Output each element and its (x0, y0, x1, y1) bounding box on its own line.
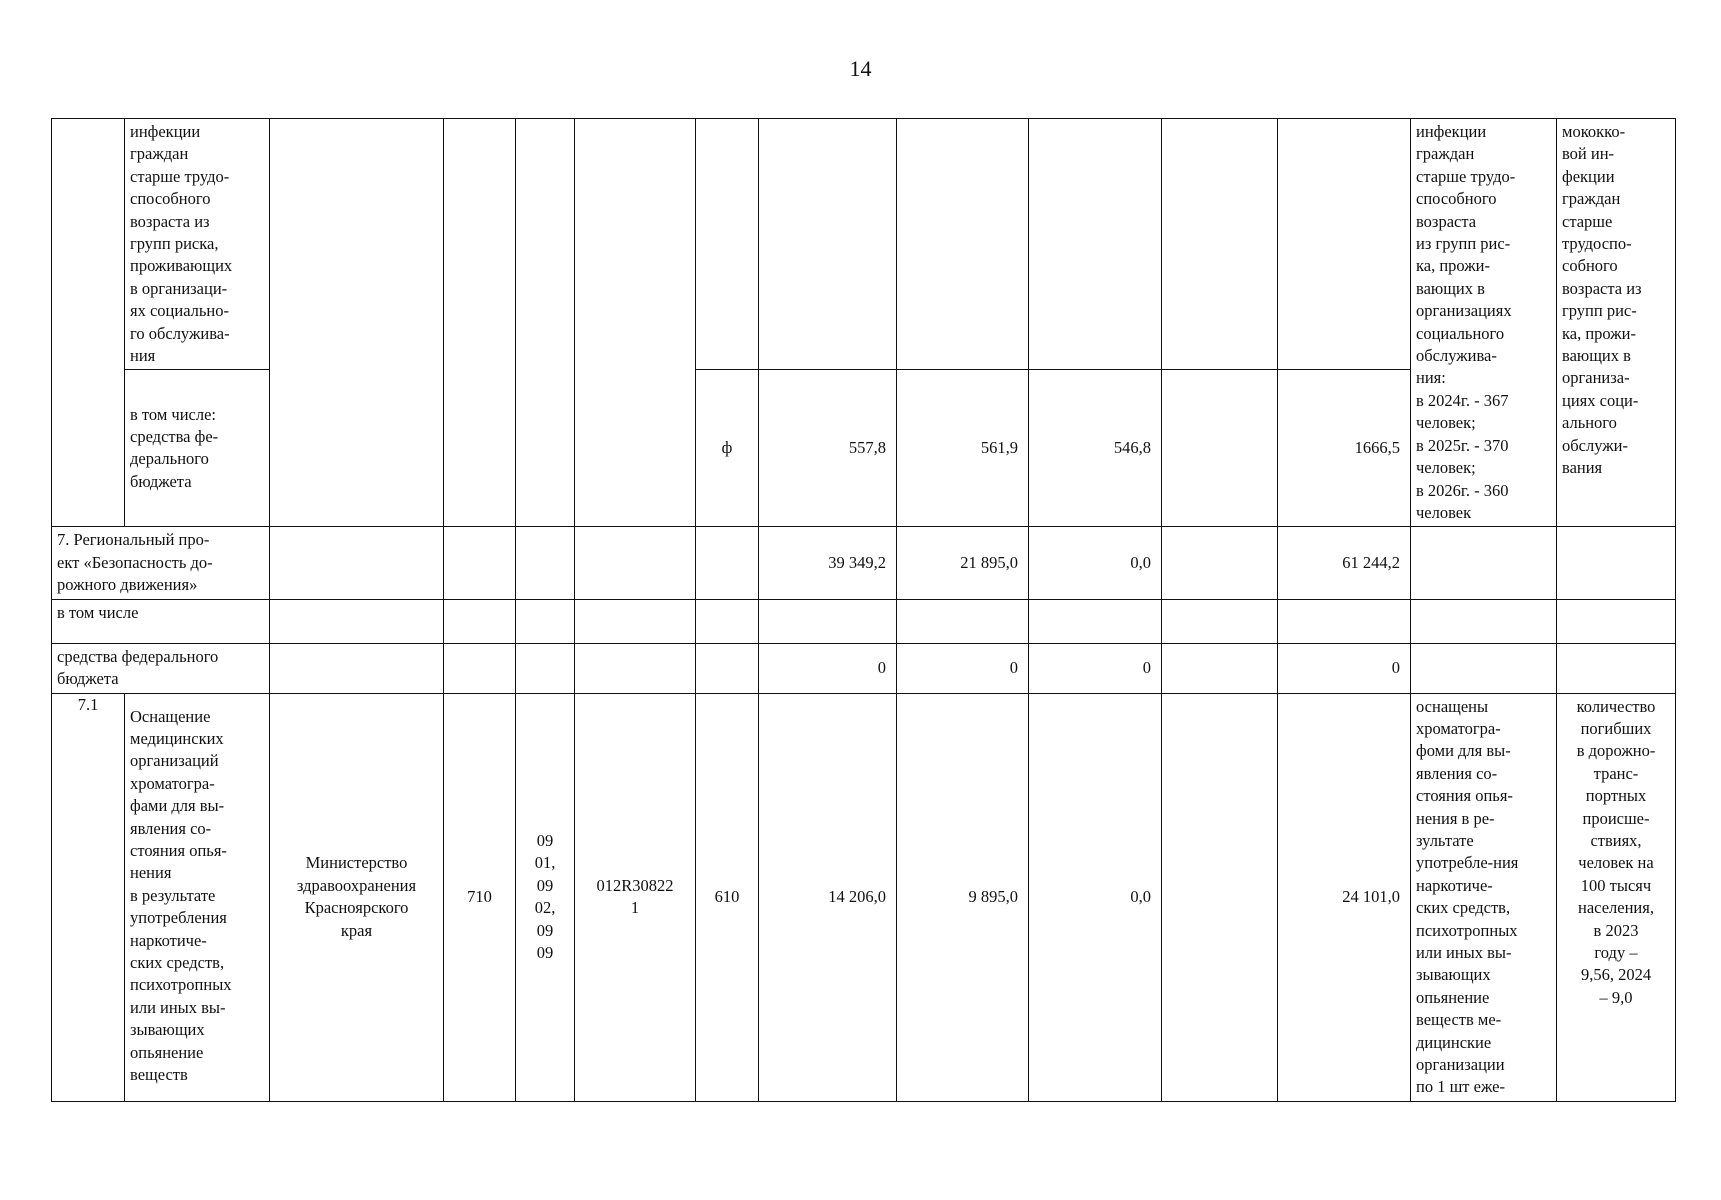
federal-budget-label-cell: средства федерального бюджета (52, 643, 270, 693)
project-title-cell: 7. Региональный про- ект «Безопасность до- рожного движения» (52, 527, 270, 599)
table-row (52, 527, 1676, 599)
year-2025-cell: 0 (897, 643, 1029, 693)
vr-cell: ф (696, 370, 759, 527)
total-cell: 0 (1278, 643, 1411, 693)
empty-cell (1162, 693, 1278, 1101)
empty-cell (1162, 370, 1278, 527)
rzpr-cell (516, 119, 575, 527)
number-cell (52, 119, 125, 527)
vr-cell (696, 119, 759, 370)
table-row (52, 693, 1676, 1101)
year-2025-cell (897, 119, 1029, 370)
indicator-cell: мококко- вой ин- фекции граждан старше трудоспо- собного возраста из групп рис- ка, прожи- вающих в организа- циях соци- ального обслужи- вания (1557, 119, 1676, 527)
year-2026-cell (1029, 119, 1162, 370)
year-2026-cell: 0,0 (1029, 693, 1162, 1101)
year-2025-cell: 21 895,0 (897, 527, 1029, 599)
responsible-cell (270, 119, 444, 527)
total-cell: 1666,5 (1278, 370, 1411, 527)
total-cell (1278, 119, 1411, 370)
grbs-cell (444, 119, 516, 527)
table-row (52, 599, 1676, 643)
year-2024-cell (759, 119, 897, 370)
year-2025-cell: 561,9 (897, 370, 1029, 527)
program-table (51, 118, 1676, 1102)
indicator-cell: количество погибших в дорожно- транс- портных происше- ствиях, человек на 100 тысяч населения, в 2023 году – 9,56, 2024 – 9,0 (1557, 693, 1676, 1101)
year-2024-cell: 557,8 (759, 370, 897, 527)
year-2024-cell: 39 349,2 (759, 527, 897, 599)
rzpr-cell: 09 01, 09 02, 09 09 (516, 693, 575, 1101)
year-2026-cell: 0,0 (1029, 527, 1162, 599)
expected-result-cell: оснащены хроматогра- фоми для вы- явления со- стояния опья- нения в ре- зультате употребле-ния наркотиче- ских средств, психотропных или иных вы- зывающих опьянение веществ ме- дицинские организации по 1 шт еже- (1411, 693, 1557, 1101)
responsible-cell: Министерство здравоохранения Красноярского края (270, 693, 444, 1101)
number-cell: 7.1 (52, 693, 125, 1101)
including-label-cell: в том числе (52, 599, 270, 643)
table-row (52, 119, 1676, 370)
measure-name-cell: инфекции граждан старше трудо- способного возраста из групп риска, проживающих в организаци- ях социально- го обслужива- ния (125, 119, 270, 370)
year-2026-cell: 0 (1029, 643, 1162, 693)
year-2026-cell: 546,8 (1029, 370, 1162, 527)
expected-result-cell: инфекции граждан старше трудо- способного возраста из групп рис- ка, прожи- вающих в организациях социального обслужива- ния: в 2024г. - 367 человек; в 2025г. - 370 человек; в 2026г. - 360 человек (1411, 119, 1557, 527)
year-2024-cell: 0 (759, 643, 897, 693)
grbs-cell: 710 (444, 693, 516, 1101)
empty-cell (1162, 119, 1278, 370)
csr-cell (575, 119, 696, 527)
measure-name-cell: Оснащение медицинских организаций хроматогра- фами для вы- явления со- стояния опья- нения в результате употребления наркотиче- ских средств, психотропных или иных вы- зывающих опьянение веществ (125, 693, 270, 1101)
vr-cell: 610 (696, 693, 759, 1101)
year-2024-cell: 14 206,0 (759, 693, 897, 1101)
csr-cell: 012R30822 1 (575, 693, 696, 1101)
total-cell: 24 101,0 (1278, 693, 1411, 1101)
year-2025-cell: 9 895,0 (897, 693, 1029, 1101)
page-number: 14 (849, 56, 872, 81)
total-cell: 61 244,2 (1278, 527, 1411, 599)
table-row (52, 643, 1676, 693)
measure-sub-name-cell: в том числе: средства фе- дерального бюджета (125, 370, 270, 527)
